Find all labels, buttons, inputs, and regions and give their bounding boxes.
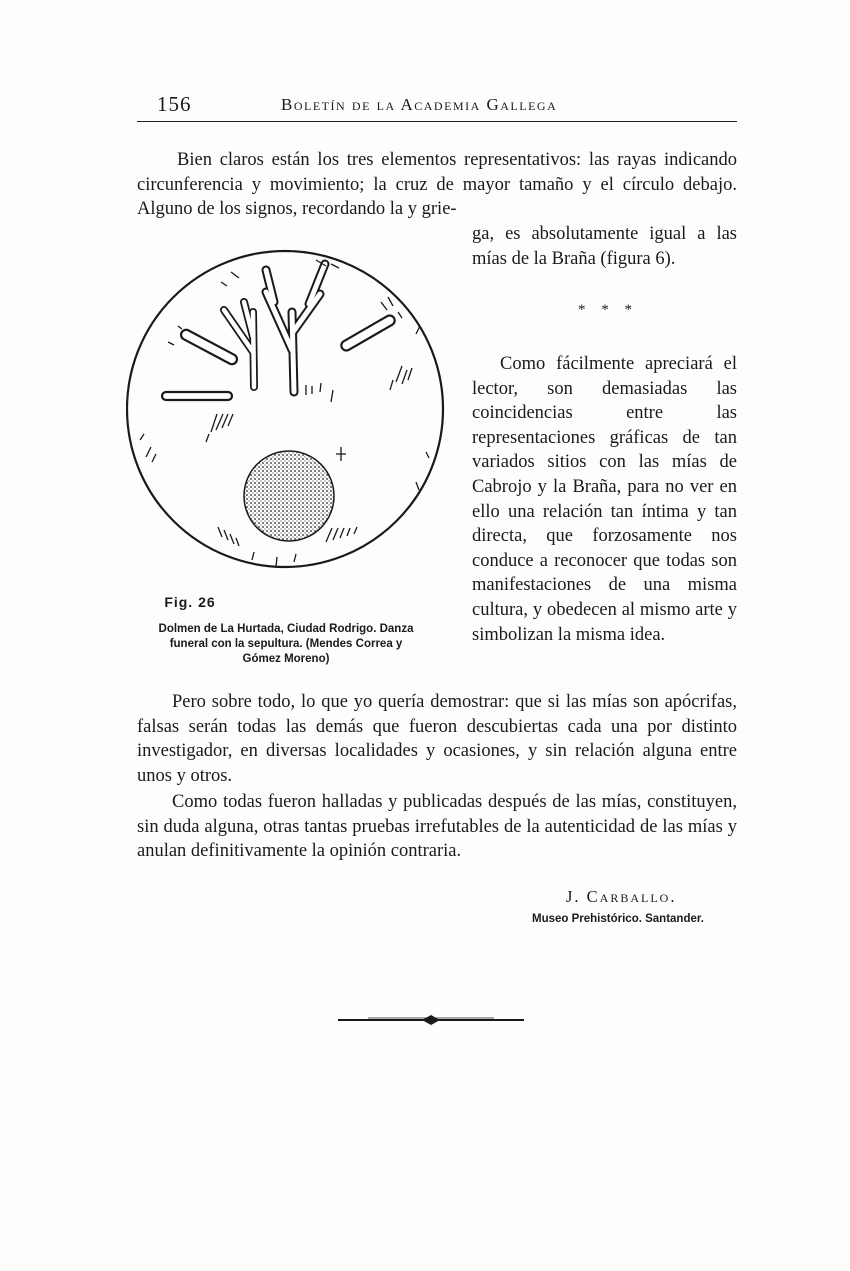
figure-caption: Dolmen de La Hurtada, Ciudad Rodrigo. Danza funeral con la sepultura. (Mendes Correa y Gómez Moreno) [158, 623, 414, 665]
branch-symbol [224, 264, 325, 392]
page-number: 156 [157, 92, 192, 116]
paragraph-2: Como fácilmente apreciará el lector, son demasiadas las coincidencias entre las representaciones gráficas de tan variados sitios con las mías de Cabrojo y la Braña, para no ver en ello una relación tan íntima y tan directa, que forzosamente nos conduce a reconocer que todas son manifestaciones de una misma cultura, y obedecen al mismo arte y simbolizan la misma idea. [472, 354, 737, 645]
paragraph-3: Pero sobre todo, lo que yo quería demostrar: que si las mías son apócrifas, falsas serán todas las demás que fueron descubiertas cada una por distinto investigador, en diversas localidades y ocasiones, y sin relación alguna entre unos y otros. [137, 692, 737, 787]
figure-label: Fig. 26 [164, 594, 216, 610]
section-break: * * * [578, 302, 638, 318]
paragraph-4: Como todas fueron halladas y publicadas después de las mías, constituyen, sin duda alguna, otras tantas pruebas irrefutables de la autenticidad de las mías y anulan definitivamente la opinión contraria. [137, 792, 737, 862]
author-affiliation: Museo Prehistórico. Santander. [532, 913, 704, 925]
running-title: Boletín de la Academia Gallega [281, 95, 558, 114]
author-signature: J. Carballo. [566, 887, 677, 906]
header-rule [137, 121, 737, 122]
page-header [137, 92, 737, 122]
dolmen-engraving-figure [126, 242, 456, 582]
dotted-disc [244, 451, 334, 541]
paragraph-1-continuation: ga, es absolutamente igual a las mías de la Braña (figura 6). [472, 224, 737, 269]
end-ornament [338, 1013, 524, 1027]
paragraph-1: Bien claros están los tres elementos representativos: las rayas indicando circunferencia y movimiento; la cruz de mayor tamaño y el círculo debajo. Alguno de los signos, recordando la y grie- [137, 150, 737, 220]
